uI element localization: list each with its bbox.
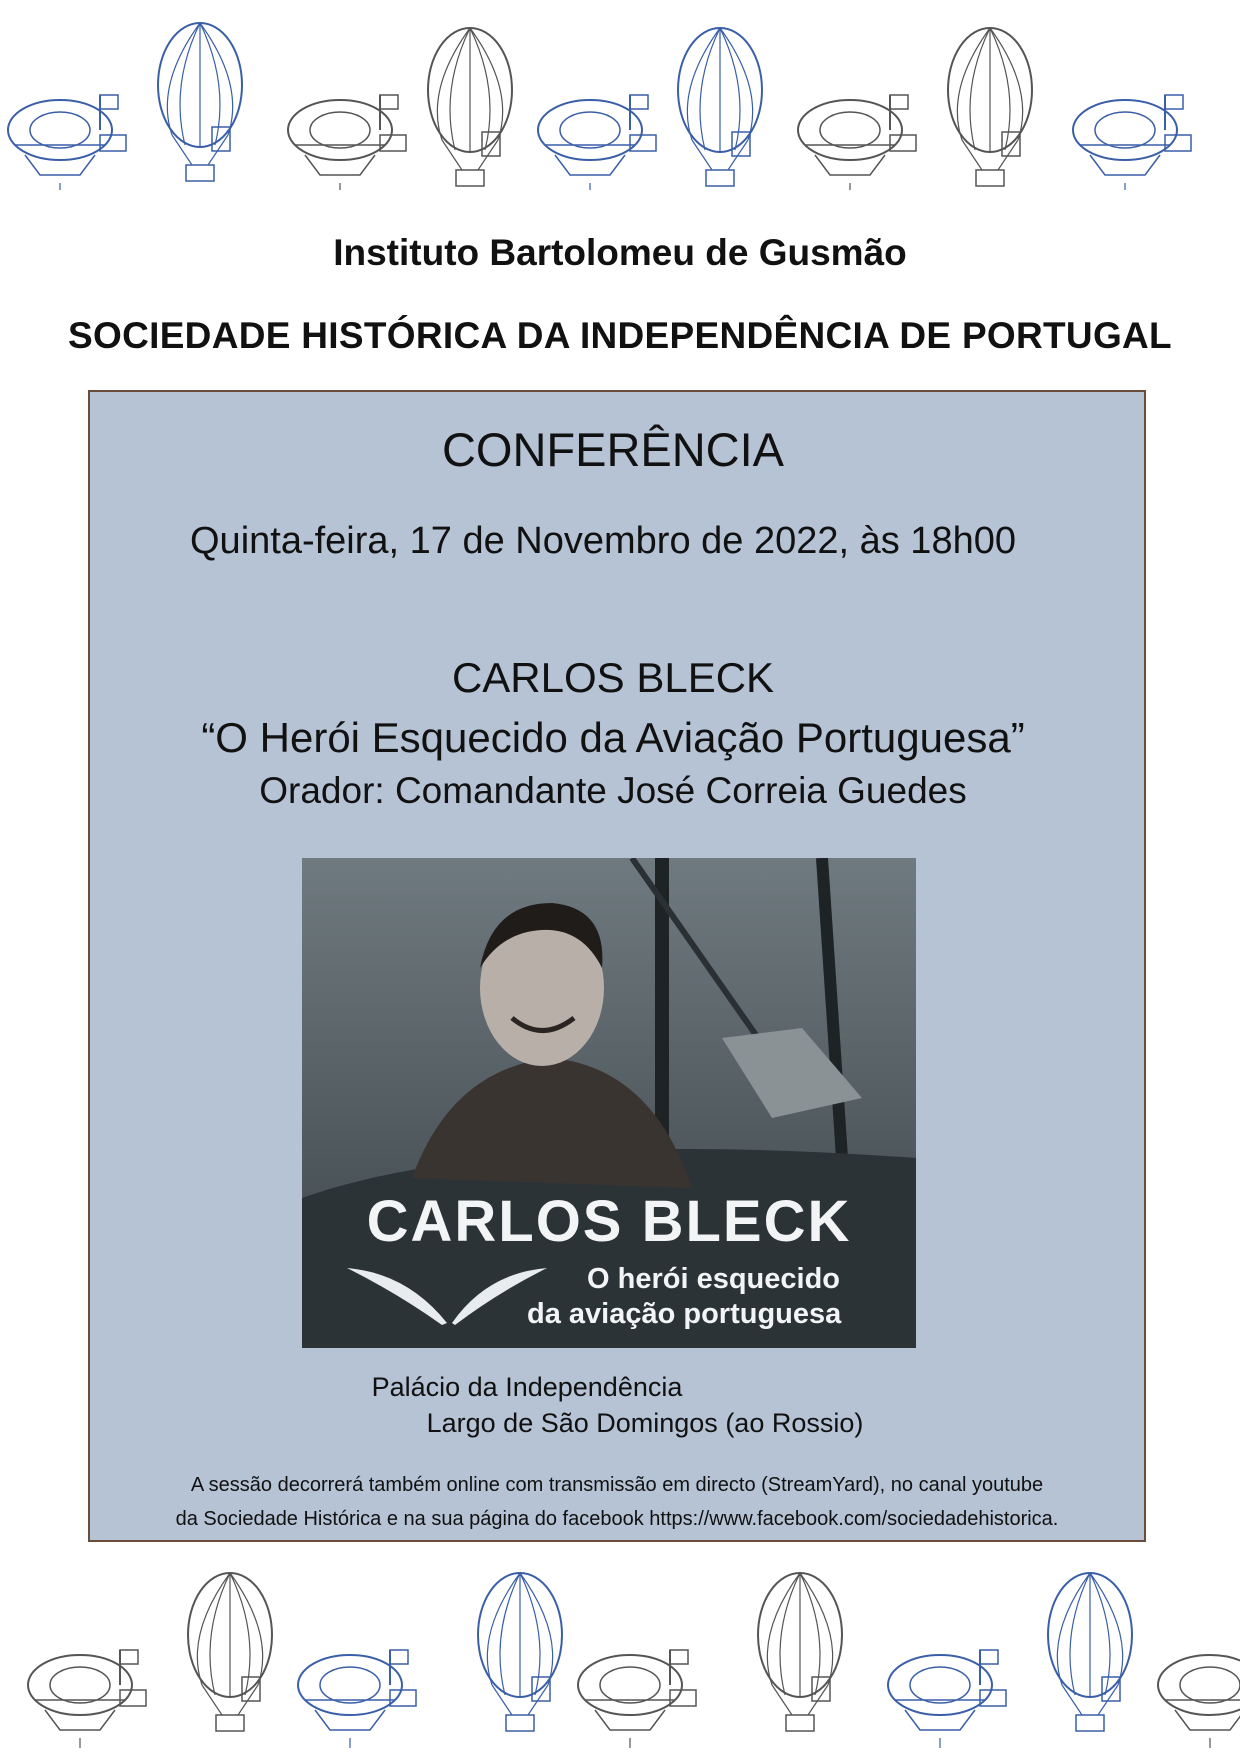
bottom-balloon-border: [0, 1560, 1240, 1750]
balloon-pattern-top: [0, 0, 1240, 190]
poster-title: CARLOS BLECK: [366, 1189, 852, 1254]
event-speaker: Orador: Comandante José Correia Guedes: [259, 770, 967, 811]
institute-name: Instituto Bartolomeu de Gusmão: [333, 232, 907, 273]
society-name: SOCIEDADE HISTÓRICA DA INDEPENDÊNCIA DE PORTUGAL: [68, 315, 1172, 356]
online-note-line2: da Sociedade Histórica e na sua página do facebook https://www.facebook.com/sociedadehistorica.: [175, 1508, 1059, 1530]
event-panel: [88, 390, 1146, 1542]
poster-subtitle-line2: da aviação portuguesa: [527, 1298, 842, 1330]
event-title: “O Herói Esquecido da Aviação Portuguesa”: [201, 714, 1025, 761]
event-subject: CARLOS BLECK: [451, 654, 775, 701]
event-datetime: Quinta-feira, 17 de Novembro de 2022, às 18h00: [190, 520, 1016, 562]
balloon-pattern-bottom: [0, 1560, 1240, 1750]
top-balloon-border: [0, 0, 1240, 190]
poster-photo: [302, 858, 916, 1348]
wings-icon: [347, 1263, 547, 1333]
event-type: CONFERÊNCIA: [441, 423, 785, 476]
poster-subtitle-line1: O herói esquecido: [587, 1263, 840, 1295]
venue-address: Largo de São Domingos (ao Rossio): [426, 1408, 864, 1438]
venue-name: Palácio da Independência: [371, 1372, 683, 1402]
online-note-line1: A sessão decorrerá também online com transmissão em directo (StreamYard), no canal youtube: [190, 1474, 1044, 1496]
